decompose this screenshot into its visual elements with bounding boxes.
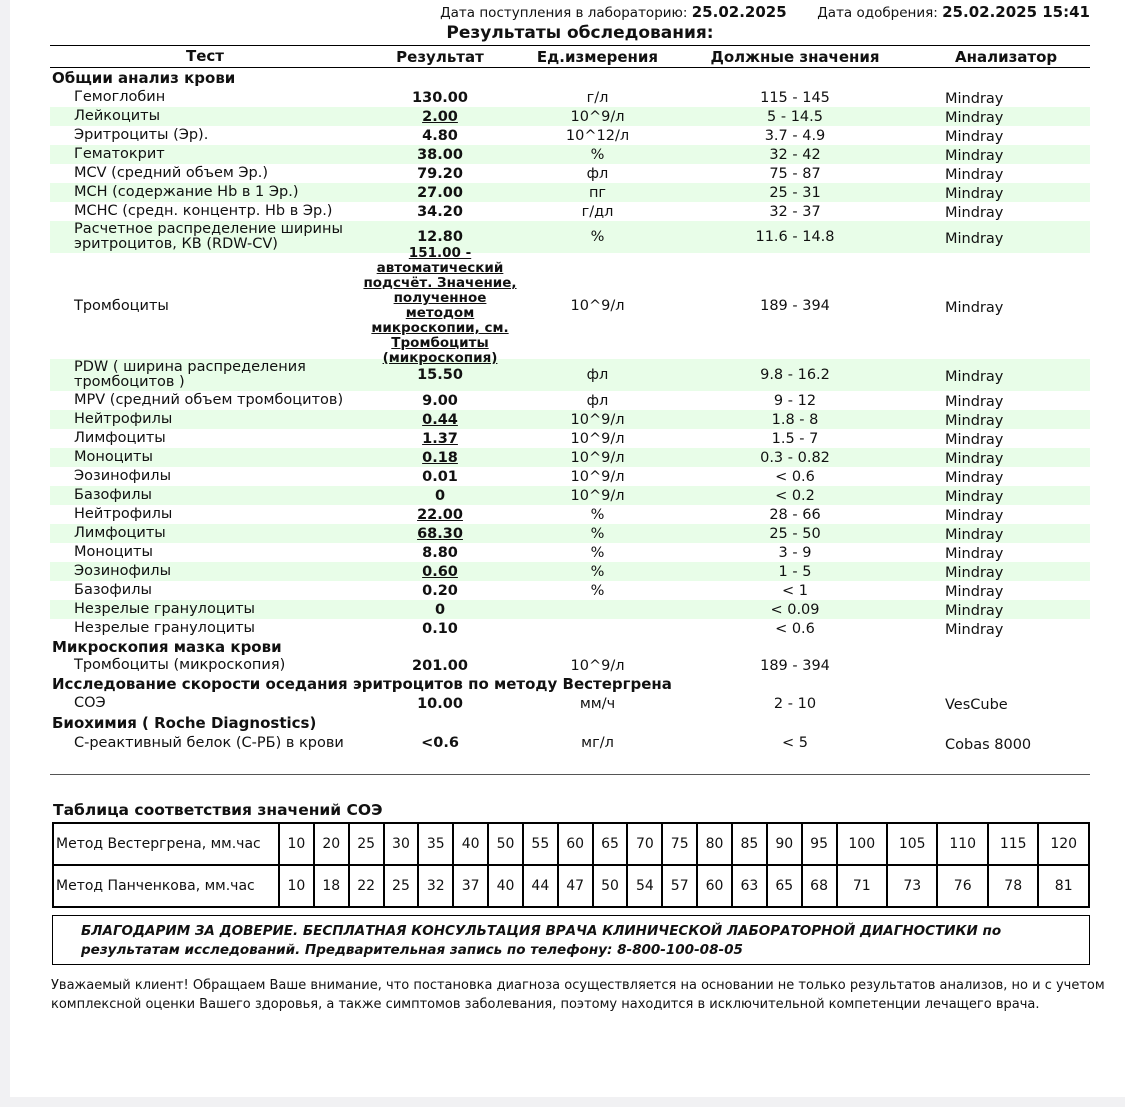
reference-range: 75 - 87	[769, 165, 821, 182]
soe-value-cell: 80	[697, 823, 732, 865]
analyzer-name: Mindray	[945, 91, 1004, 107]
test-name: Тромбоциты	[74, 297, 169, 314]
reference-range: 3 - 9	[778, 544, 812, 561]
result-row	[50, 164, 1090, 183]
results-divider	[50, 774, 1090, 775]
analyzer-name: Mindray	[945, 148, 1004, 164]
test-result: 22.00	[417, 506, 463, 523]
test-result: 79.20	[417, 165, 463, 182]
soe-value-cell: 115	[988, 823, 1038, 865]
soe-value-cell: 10	[279, 865, 314, 907]
soe-value-cell: 20	[314, 823, 349, 865]
soe-value-cell: 25	[349, 823, 384, 865]
reference-range: 3.7 - 4.9	[764, 127, 826, 144]
result-row	[50, 221, 1090, 253]
test-name: Моноциты	[74, 449, 153, 465]
result-row	[50, 619, 1090, 638]
analyzer-name: VesCube	[945, 697, 1008, 713]
result-row	[50, 694, 1090, 713]
test-unit: 10^9/л	[570, 657, 625, 674]
analyzer-name: Mindray	[945, 584, 1004, 600]
test-name: СОЭ	[74, 695, 106, 711]
analyzer-name: Mindray	[945, 508, 1004, 524]
soe-value-cell: 71	[837, 865, 887, 907]
test-unit: 10^12/л	[565, 127, 630, 144]
analyzer-name: Mindray	[945, 603, 1004, 619]
test-result: 2.00	[422, 108, 458, 125]
soe-value-cell: 90	[767, 823, 802, 865]
test-result: 151.00 - автоматический подсчёт. Значение, полученное методом микроскопии, см. Тромбоциты (микроскопия)	[363, 245, 517, 366]
test-result: 27.00	[417, 184, 463, 201]
soe-value-cell: 60	[558, 823, 593, 865]
reference-range: 2 - 10	[773, 695, 817, 712]
soe-value-cell: 40	[453, 823, 488, 865]
soe-value-cell: 75	[662, 823, 697, 865]
approved-date-label: Дата одобрения:	[817, 5, 938, 21]
result-row	[50, 410, 1090, 429]
result-row	[50, 600, 1090, 619]
test-unit: %	[590, 146, 605, 163]
test-name: Тромбоциты (микроскопия)	[74, 657, 286, 673]
reference-range: 115 - 145	[760, 89, 830, 106]
report-dates	[440, 3, 1090, 21]
reference-range: 1.8 - 8	[771, 411, 819, 428]
result-row	[50, 202, 1090, 221]
reference-range: 32 - 42	[769, 146, 821, 163]
test-result: 12.80	[417, 229, 463, 245]
test-unit: 10^9/л	[570, 487, 625, 504]
test-name: MCH (содержание Hb в 1 Эр.)	[74, 184, 299, 200]
soe-value-cell: 47	[558, 865, 593, 907]
consultation-notice: БЛАГОДАРИМ ЗА ДОВЕРИЕ. БЕСПЛАТНАЯ КОНСУЛЬТАЦИЯ ВРАЧА КЛИНИЧЕСКОЙ ЛАБОРАТОРНОЙ ДИАГНОСТИКИ по результатам исследований. Предварительная запись по телефону: 8-800-100-08-05	[52, 915, 1090, 965]
analyzer-name: Mindray	[945, 167, 1004, 183]
reference-range: < 1	[782, 582, 808, 599]
test-name: MCHC (средн. концентр. Hb в Эр.)	[74, 203, 333, 219]
test-result: 0	[434, 487, 446, 504]
section-title: Биохимия ( Roche Diagnostics)	[52, 714, 317, 732]
result-row	[50, 245, 1090, 366]
soe-value-cell: 85	[732, 823, 767, 865]
test-result: 15.50	[417, 367, 463, 383]
soe-method-label: Метод Панченкова, мм.час	[53, 865, 279, 907]
test-unit: фл	[586, 165, 609, 182]
disclaimer-text: Уважаемый клиент! Обращаем Ваше внимание, что постановка диагноза осуществляется на основании не только результатов анализов, но и с учетом комплексной оценки Вашего здоровья, а также симптомов заболевания, поэтому находится в исключительной компетенции лечащего врача.	[51, 978, 1105, 1012]
soe-value-cell: 37	[453, 865, 488, 907]
page-title: Результаты обследования:	[446, 23, 714, 43]
result-row	[50, 562, 1090, 581]
analyzer-name: Mindray	[945, 432, 1004, 448]
soe-value-cell: 10	[279, 823, 314, 865]
soe-value-cell: 70	[627, 823, 662, 865]
test-unit: 10^9/л	[570, 298, 625, 314]
section-title: Общии анализ крови	[52, 69, 236, 87]
reference-range: < 5	[782, 735, 808, 751]
test-result: 0.60	[422, 563, 458, 580]
test-unit: %	[590, 544, 605, 561]
test-name: Базофилы	[74, 487, 152, 503]
test-name: Эозинофилы	[74, 468, 172, 484]
test-result: 9.00	[422, 392, 458, 409]
test-name: Эритроциты (Эр).	[74, 127, 209, 143]
test-name: Гемоглобин	[74, 89, 166, 105]
reference-range: 11.6 - 14.8	[755, 229, 835, 245]
result-row	[50, 581, 1090, 600]
reference-range: 0.3 - 0.82	[760, 449, 830, 466]
test-result: 0	[434, 601, 446, 618]
test-name: Нейтрофилы	[74, 411, 173, 427]
test-result: 0.01	[422, 468, 458, 485]
soe-value-cell: 110	[937, 823, 987, 865]
analyzer-name: Mindray	[945, 451, 1004, 467]
test-result: 1.37	[422, 430, 458, 447]
reference-range: 25 - 31	[769, 184, 821, 201]
soe-value-cell: 35	[418, 823, 453, 865]
soe-table-row	[53, 823, 1089, 865]
test-name: Расчетное распределение ширины эритроцитов, КВ (RDW-CV)	[74, 221, 343, 252]
reference-range: 5 - 14.5	[767, 108, 823, 125]
soe-value-cell: 50	[593, 865, 628, 907]
result-row	[50, 183, 1090, 202]
received-date-value: 25.02.2025	[691, 3, 787, 21]
analyzer-name: Mindray	[945, 413, 1004, 429]
soe-table-title: Таблица соответствия значений СОЭ	[53, 801, 383, 819]
reference-range: 1.5 - 7	[771, 430, 819, 447]
test-unit: 10^9/л	[570, 411, 625, 428]
reference-range: 28 - 66	[769, 506, 821, 523]
test-result: 0.20	[422, 582, 458, 599]
reference-range: < 0.09	[770, 601, 820, 618]
test-result: 38.00	[417, 146, 463, 163]
soe-value-cell: 120	[1038, 823, 1089, 865]
analyzer-name: Mindray	[945, 299, 1004, 316]
test-unit: фл	[586, 392, 609, 409]
analyzer-name: Mindray	[945, 129, 1004, 145]
test-unit: 10^9/л	[570, 430, 625, 447]
test-unit: %	[590, 582, 605, 599]
reference-range: < 0.6	[775, 620, 815, 637]
soe-value-cell: 57	[662, 865, 697, 907]
analyzer-name: Mindray	[945, 546, 1004, 562]
test-unit: %	[590, 563, 605, 580]
results-header-row	[50, 46, 1090, 68]
analyzer-name: Mindray	[945, 368, 1004, 385]
test-unit: мг/л	[581, 735, 614, 751]
soe-value-cell: 40	[488, 865, 523, 907]
approved-date-value: 25.02.2025 15:41	[942, 3, 1090, 21]
soe-value-cell: 50	[488, 823, 523, 865]
soe-value-cell: 68	[802, 865, 837, 907]
report-page	[10, 0, 1125, 1097]
reference-range: 1 - 5	[778, 563, 812, 580]
test-unit: фл	[586, 367, 609, 383]
analyzer-name: Mindray	[945, 394, 1004, 410]
result-row	[50, 391, 1090, 410]
result-row	[50, 486, 1090, 505]
soe-value-cell: 65	[767, 865, 802, 907]
analyzer-name: Cobas 8000	[945, 736, 1032, 753]
received-date-label: Дата поступления в лабораторию:	[440, 5, 688, 21]
test-unit: мм/ч	[579, 695, 616, 712]
result-row	[50, 448, 1090, 467]
column-header-unit: Ед.измерения	[536, 47, 659, 66]
soe-value-cell: 81	[1038, 865, 1089, 907]
soe-value-cell: 22	[349, 865, 384, 907]
reference-range: 189 - 394	[760, 657, 830, 674]
reference-range: 25 - 50	[769, 525, 821, 542]
test-name: Моноциты	[74, 544, 153, 560]
result-row	[50, 88, 1090, 107]
soe-value-cell: 25	[384, 865, 419, 907]
column-header-test: Тест	[186, 47, 224, 65]
test-result: 4.80	[422, 127, 458, 144]
test-result: 0.44	[422, 411, 458, 428]
soe-value-cell: 63	[732, 865, 767, 907]
test-result: 34.20	[417, 203, 463, 220]
test-name: Лимфоциты	[74, 430, 166, 446]
test-result: 0.18	[422, 449, 458, 466]
column-header-analyzer: Анализатор	[955, 47, 1058, 66]
result-row	[50, 429, 1090, 448]
test-result: <0.6	[421, 735, 459, 751]
test-result: 68.30	[417, 525, 463, 542]
result-row	[50, 145, 1090, 164]
soe-value-cell: 76	[937, 865, 987, 907]
soe-table-row	[53, 865, 1089, 907]
analyzer-name: Mindray	[945, 230, 1004, 247]
soe-value-cell: 105	[887, 823, 937, 865]
test-name: MPV (средний объем тромбоцитов)	[74, 392, 344, 408]
section-title: Исследование скорости оседания эритроцитов по методу Вестергрена	[52, 675, 672, 693]
column-header-reference: Должные значения	[710, 47, 880, 66]
soe-value-cell: 54	[627, 865, 662, 907]
test-name: MCV (средний объем Эр.)	[74, 165, 269, 181]
result-row	[50, 359, 1090, 391]
test-result: 201.00	[412, 657, 468, 674]
soe-value-cell: 60	[697, 865, 732, 907]
test-unit: %	[590, 229, 605, 245]
analyzer-name: Mindray	[945, 622, 1004, 638]
analyzer-name: Mindray	[945, 470, 1004, 486]
test-name: Базофилы	[74, 582, 152, 598]
test-name: С-реактивный белок (С-РБ) в крови	[74, 734, 344, 751]
analyzer-name: Mindray	[945, 565, 1004, 581]
test-result: 130.00	[412, 89, 468, 106]
result-row	[50, 524, 1090, 543]
test-unit: 10^9/л	[570, 449, 625, 466]
soe-value-cell: 32	[418, 865, 453, 907]
test-result: 10.00	[417, 695, 463, 712]
analyzer-name: Mindray	[945, 110, 1004, 126]
result-row	[50, 505, 1090, 524]
soe-value-cell: 73	[887, 865, 937, 907]
section-title: Микроскопия мазка крови	[52, 638, 282, 656]
reference-range: 9 - 12	[773, 392, 817, 409]
test-result: 8.80	[422, 544, 458, 561]
analyzer-name: Mindray	[945, 527, 1004, 543]
results-table	[50, 45, 1090, 753]
soe-value-cell: 30	[384, 823, 419, 865]
result-row	[50, 543, 1090, 562]
soe-value-cell: 65	[593, 823, 628, 865]
result-row	[50, 107, 1090, 126]
test-unit: %	[590, 506, 605, 523]
column-header-result: Результат	[396, 47, 484, 66]
result-row	[50, 656, 1090, 675]
test-name: Лимфоциты	[74, 525, 166, 541]
test-name: Незрелые гранулоциты	[74, 620, 256, 636]
analyzer-name: Mindray	[945, 205, 1004, 221]
result-row	[50, 733, 1090, 753]
test-name: Нейтрофилы	[74, 506, 173, 522]
test-unit: пг	[588, 184, 607, 201]
soe-value-cell: 44	[523, 865, 558, 907]
test-result: 0.10	[422, 620, 458, 637]
analyzer-name	[915, 664, 1090, 667]
soe-method-label: Метод Вестергрена, мм.час	[53, 823, 279, 865]
test-unit: г/дл	[581, 203, 614, 220]
test-name: PDW ( ширина распределения тромбоцитов )	[74, 359, 306, 390]
soe-value-cell: 55	[523, 823, 558, 865]
test-name: Гематокрит	[74, 146, 165, 162]
test-unit: %	[590, 525, 605, 542]
results-body	[50, 68, 1090, 753]
test-name: Незрелые гранулоциты	[74, 601, 256, 617]
soe-conversion-table	[52, 822, 1090, 908]
soe-value-cell: 78	[988, 865, 1038, 907]
soe-value-cell: 18	[314, 865, 349, 907]
test-unit: 10^9/л	[570, 108, 625, 125]
soe-value-cell: 95	[802, 823, 837, 865]
result-row	[50, 467, 1090, 486]
test-unit: 10^9/л	[570, 468, 625, 485]
soe-value-cell: 100	[837, 823, 887, 865]
reference-range: 9.8 - 16.2	[760, 367, 830, 383]
reference-range: < 0.6	[775, 468, 815, 485]
result-row	[50, 126, 1090, 145]
analyzer-name: Mindray	[945, 489, 1004, 505]
analyzer-name: Mindray	[945, 186, 1004, 202]
test-name: Эозинофилы	[74, 563, 172, 579]
reference-range: < 0.2	[775, 487, 815, 504]
reference-range: 32 - 37	[769, 203, 821, 220]
test-unit: г/л	[586, 89, 609, 106]
reference-range: 189 - 394	[760, 298, 830, 314]
test-name: Лейкоциты	[74, 108, 161, 124]
